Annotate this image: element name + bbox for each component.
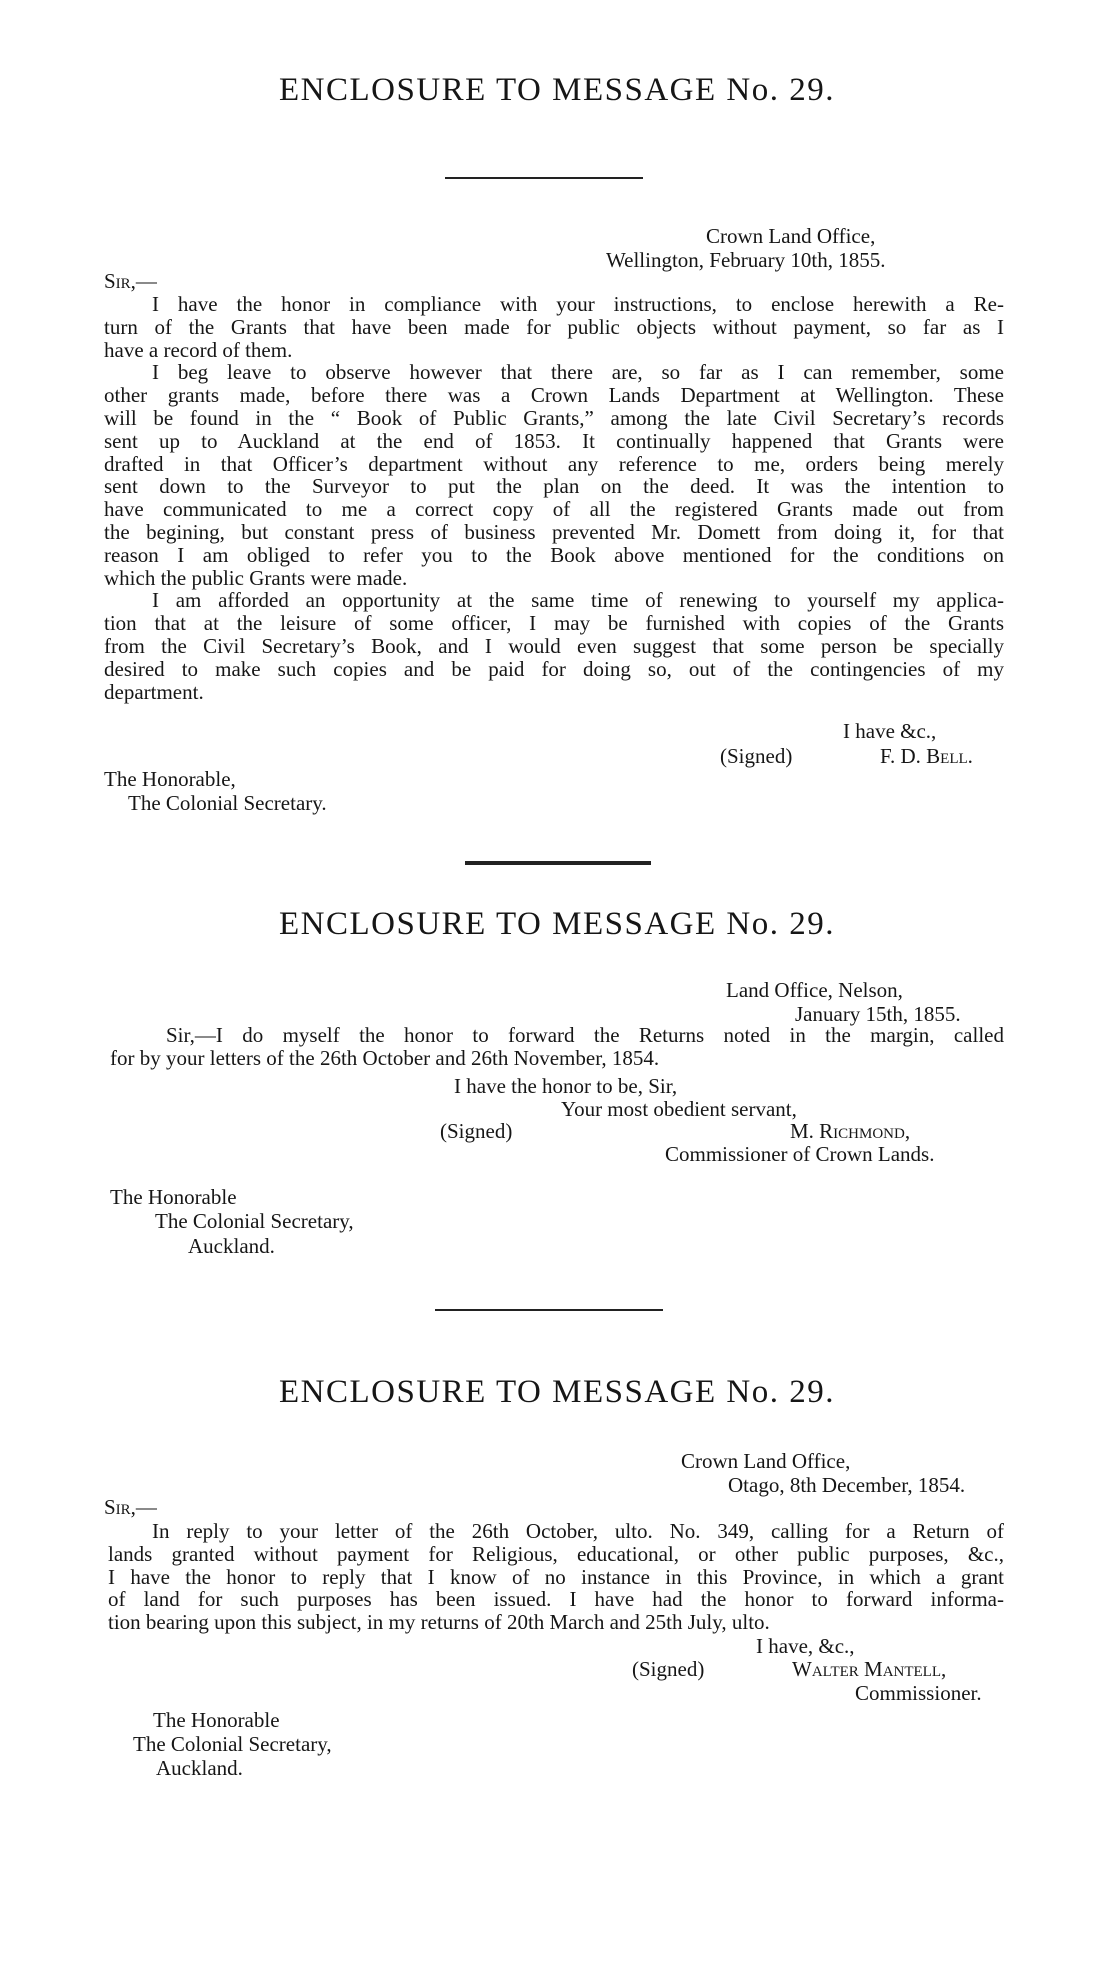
letter-1-addressee-line-1: The Honorable, [104, 767, 236, 791]
divider-1 [445, 177, 643, 179]
letter-2-signed: (Signed) [440, 1119, 513, 1143]
letter-3-office: Crown Land Office, [681, 1449, 851, 1473]
letter-2-body [110, 1024, 1004, 1070]
letter-1-signer: F. D. Bell. [880, 744, 973, 768]
body-line: tion bearing upon this subject, in my returns of 20th March and 25th July, ulto. [108, 1610, 770, 1635]
letter-2-closing-line-1: I have the honor to be, Sir, [454, 1074, 678, 1098]
body-line: In reply to your letter of the 26th October, ulto. No. 349, calling for a Return of [152, 1519, 1004, 1543]
letter-2-addressee-line-3: Auckland. [188, 1234, 275, 1258]
letter-1-place-date: Wellington, February 10th, 1855. [606, 248, 886, 272]
body-line: for by your letters of the 26th October and 26th November, 1854. [110, 1045, 660, 1070]
body-line: I am afforded an opportunity at the same time of renewing to yourself my applica- [152, 588, 1004, 613]
enclosure-title-3: ENCLOSURE TO MESSAGE No. 29. [279, 1374, 835, 1410]
letter-3-place-date: Otago, 8th December, 1854. [728, 1473, 966, 1497]
letter-2-signer-title: Commissioner of Crown Lands. [665, 1142, 935, 1166]
letter-1-signed: (Signed) [720, 744, 793, 768]
letter-3-addressee-line-2: The Colonial Secretary, [133, 1732, 332, 1756]
letter-3-signed: (Signed) [632, 1657, 705, 1681]
body-line: Sir,—I do myself the honor to forward the Returns noted in the margin, called [166, 1023, 1004, 1047]
body-line: desired to make such copies and be paid for doing so, out of the contingencies of my [104, 656, 1004, 681]
letter-1-body [104, 293, 1004, 703]
letter-3-addressee-line-1: The Honorable [153, 1708, 280, 1732]
letter-3-closing: I have, &c., [756, 1634, 855, 1658]
body-line: I beg leave to observe however that there are, so far as I can remember, some [152, 360, 1004, 385]
body-line: I have the honor to reply that I know of no instance in this Province, in which a grant [108, 1564, 1004, 1589]
body-line: reason I am obliged to refer you to the Book above mentioned for the conditions on [104, 542, 1004, 567]
letter-3-addressee-line-3: Auckland. [156, 1756, 243, 1780]
body-line: which the public Grants were made. [104, 565, 408, 590]
enclosure-title-2: ENCLOSURE TO MESSAGE No. 29. [279, 906, 835, 942]
letter-2-date: January 15th, 1855. [795, 1002, 961, 1026]
letter-2-addressee-line-2: The Colonial Secretary, [155, 1209, 354, 1233]
body-line: sent up to Auckland at the end of 1853. It continually happened that Grants were [104, 428, 1004, 453]
body-line: have a record of them. [104, 337, 293, 362]
body-line: from the Civil Secretary’s Book, and I would even suggest that some person be specially [104, 633, 1004, 658]
letter-1-office: Crown Land Office, [706, 224, 876, 248]
body-line: I have the honor in compliance with your instructions, to enclose herewith a Re- [152, 292, 1004, 316]
letter-1-addressee-line-2: The Colonial Secretary. [128, 791, 327, 815]
body-line: will be found in the “ Book of Public Grants,” among the late Civil Secretary’s records [104, 405, 1004, 430]
body-line: department. [104, 679, 204, 704]
letter-1-closing: I have &c., [843, 719, 937, 743]
letter-2-closing-line-2: Your most obedient servant, [561, 1097, 797, 1121]
letter-3-body [108, 1520, 1004, 1634]
body-line: the begining, but constant press of business prevented Mr. Domett from doing it, for that [104, 519, 1004, 544]
letter-3-signer-title: Commissioner. [855, 1681, 982, 1705]
body-line: have communicated to me a correct copy of all the registered Grants made out from [104, 497, 1004, 522]
body-line: tion that at the leisure of some officer, I may be furnished with copies of the Grants [104, 611, 1004, 636]
body-line: drafted in that Officer’s department without any reference to me, orders being merely [104, 451, 1004, 476]
body-line: turn of the Grants that have been made for public objects without payment, so far as I [104, 314, 1004, 339]
divider-3 [435, 1309, 663, 1311]
letter-2-office: Land Office, Nelson, [726, 978, 903, 1002]
letter-3-signer: Walter Mantell, [792, 1657, 947, 1681]
body-line: of land for such purposes has been issued. I have had the honor to forward informa- [108, 1587, 1004, 1612]
body-line: sent down to the Surveyor to put the plan on the deed. It was the intention to [104, 474, 1004, 499]
body-line: lands granted without payment for Religious, educational, or other public purposes, &c., [108, 1541, 1004, 1566]
letter-2-addressee-line-1: The Honorable [110, 1185, 237, 1209]
divider-2 [465, 861, 651, 865]
body-line: other grants made, before there was a Crown Lands Department at Wellington. These [104, 383, 1004, 408]
letter-2-signer: M. Richmond, [790, 1119, 911, 1143]
letter-1-salutation: Sir,— [104, 269, 157, 293]
letter-3-salutation: Sir,— [104, 1495, 157, 1519]
enclosure-title-1: ENCLOSURE TO MESSAGE No. 29. [279, 72, 835, 108]
